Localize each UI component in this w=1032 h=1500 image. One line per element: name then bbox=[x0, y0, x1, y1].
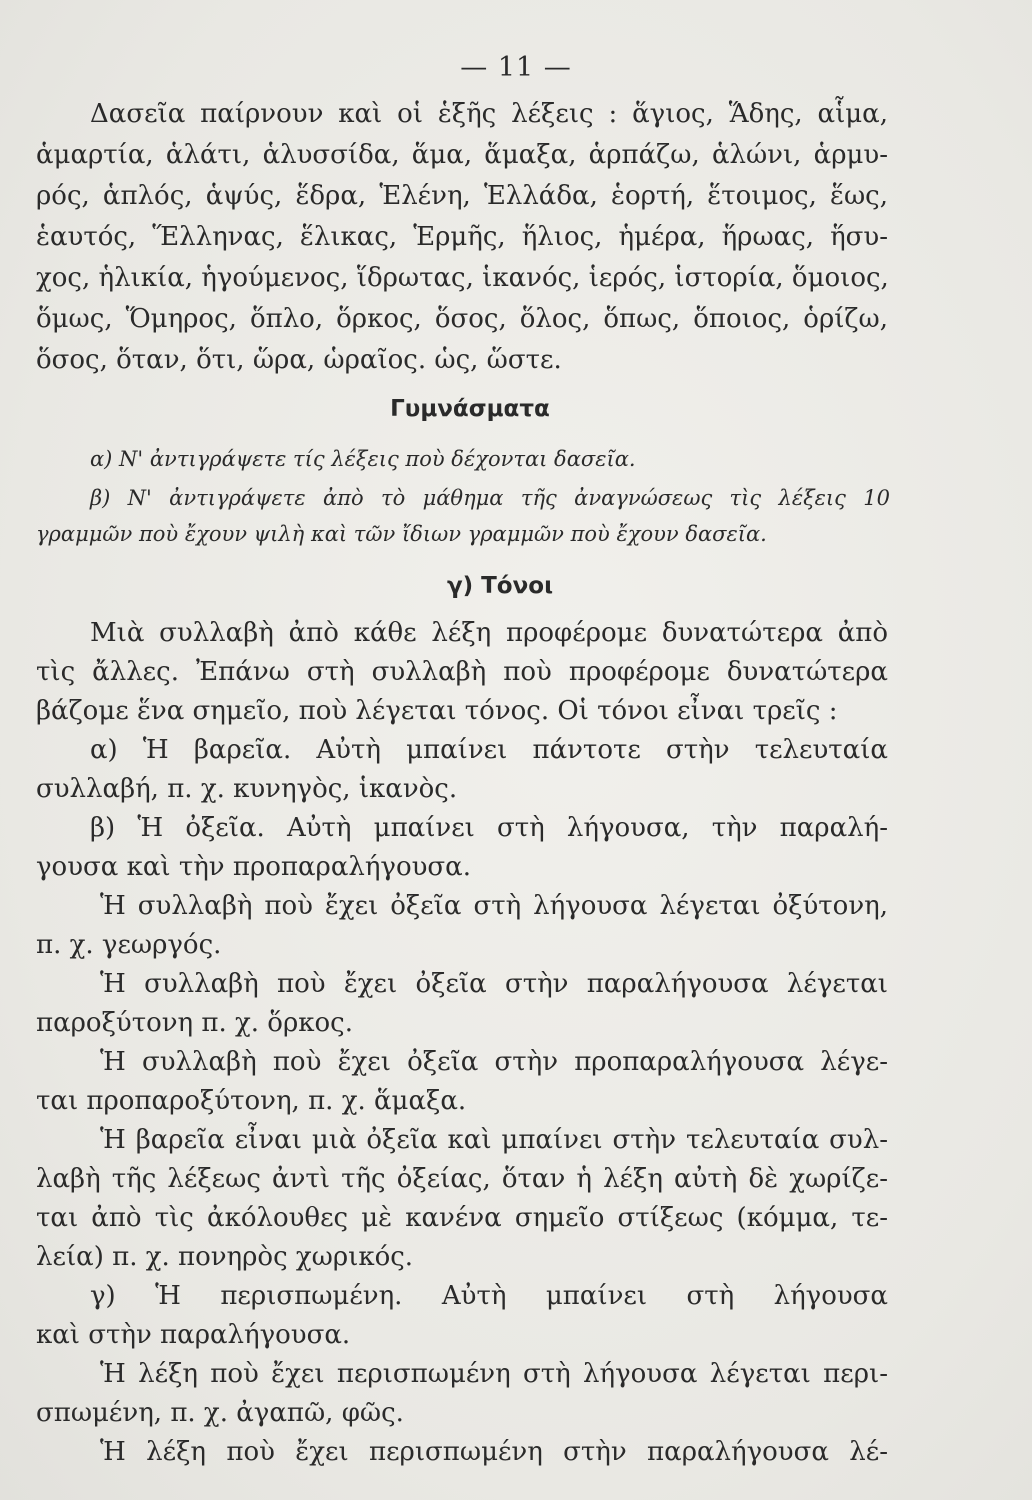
intro-line: ἁμαρτία, ἁλάτι, ἁλυσσίδα, ἅμα, ἅμαξα, ἁρπάζω, ἁλώνι, ἁρμυ- bbox=[36, 140, 888, 170]
intro-line: Δασεῖα παίρνουν καὶ οἱ ἑξῆς λέξεις : ἅγιος, Ἅδης, αἷμα, bbox=[90, 99, 888, 129]
body-line: Ἡ συλλαβὴ ποὺ ἔχει ὀξεῖα στὴν παραλήγουσα λέγεται bbox=[100, 969, 888, 999]
body-line: συλλαβή, π. χ. κυνηγὸς, ἱκανὸς. bbox=[36, 774, 458, 804]
exercise-b-line: γραμμῶν ποὺ ἔχουν ψιλὴ καὶ τῶν ἴδιων γραμμῶν ποὺ ἔχουν δασεῖα. bbox=[36, 522, 767, 546]
body-line: Ἡ συλλαβὴ ποὺ ἔχει ὀξεῖα στὴ λήγουσα λέγεται ὀξύτονη, bbox=[100, 891, 888, 921]
body-line: βάζομε ἕνα σημεῖο, ποὺ λέγεται τόνος. Οἱ τόνοι εἶναι τρεῖς : bbox=[36, 696, 838, 726]
exercise-b-line: β) Ν' ἀντιγράψετε ἀπὸ τὸ μάθημα τῆς ἀναγνώσεως τὶς λέξεις 10 bbox=[90, 486, 890, 510]
body-line: γουσα καὶ τὴν προπαραλήγουσα. bbox=[36, 852, 472, 882]
body-line: λεία) π. χ. πονηρὸς χωρικός. bbox=[36, 1242, 414, 1272]
body-line: α) Ἡ βαρεῖα. Αὐτὴ μπαίνει πάντοτε στὴν τελευταία bbox=[90, 735, 888, 765]
section-heading: γ) Τόνοι bbox=[446, 573, 554, 599]
body-line: λαβὴ τῆς λέξεως ἀντὶ τῆς ὀξείας, ὅταν ἡ λέξη αὐτὴ δὲ χωρίζε- bbox=[36, 1164, 888, 1194]
body-line: π. χ. γεωργός. bbox=[36, 930, 222, 960]
body-line: Μιὰ συλλαβὴ ἀπὸ κάθε λέξη προφέρομε δυνατώτερα ἀπὸ bbox=[90, 618, 888, 648]
body-line: Ἡ λέξη ποὺ ἔχει περισπωμένη στὴ λήγουσα λέγεται περι- bbox=[100, 1359, 888, 1389]
body-line: γ) Ἡ περισπωμένη. Αὐτὴ μπαίνει στὴ λήγουσα bbox=[90, 1281, 888, 1311]
body-line: τὶς ἄλλες. Ἐπάνω στὴ συλλαβὴ ποὺ προφέρομε δυνατώτερα bbox=[36, 657, 888, 687]
intro-line: ρός, ἁπλός, ἁψύς, ἕδρα, Ἑλένη, Ἑλλάδα, ἑορτή, ἕτοιμος, ἕως, bbox=[36, 181, 888, 211]
body-line: Ἡ βαρεῖα εἶναι μιὰ ὀξεῖα καὶ μπαίνει στὴν τελευταία συλ- bbox=[100, 1125, 888, 1155]
body-line: παροξύτονη π. χ. ὅρκος. bbox=[36, 1008, 353, 1038]
intro-line: χος, ἡλικία, ἡγούμενος, ἵδρωτας, ἱκανός, ἱερός, ἱστορία, ὅμοιος, bbox=[36, 263, 889, 293]
body-line: καὶ στὴν παραλήγουσα. bbox=[36, 1320, 351, 1350]
intro-line: ὅσος, ὅταν, ὅτι, ὥρα, ὡραῖος. ὡς, ὥστε. bbox=[36, 345, 562, 375]
body-line: β) Ἡ ὀξεῖα. Αὐτὴ μπαίνει στὴ λήγουσα, τὴν παραλή- bbox=[90, 813, 888, 843]
exercises-heading: Γυμνάσματα bbox=[390, 396, 550, 422]
body-line: ται ἀπὸ τὶς ἀκόλουθες μὲ κανένα σημεῖο στίξεως (κόμμα, τε- bbox=[36, 1203, 888, 1233]
intro-line: ὅμως, Ὅμηρος, ὅπλο, ὅρκος, ὅσος, ὅλος, ὅπως, ὅποιος, ὁρίζω, bbox=[36, 304, 888, 334]
exercise-a: α) Ν' ἀντιγράψετε τίς λέξεις ποὺ δέχονται δασεῖα. bbox=[90, 447, 636, 471]
body-line: ται προπαροξύτονη, π. χ. ἅμαξα. bbox=[36, 1086, 467, 1116]
body-line: Ἡ συλλαβὴ ποὺ ἔχει ὀξεῖα στὴν προπαραλήγουσα λέγε- bbox=[100, 1047, 888, 1077]
intro-line: ἑαυτός, Ἕλληνας, ἕλικας, Ἑρμῆς, ἥλιος, ἡμέρα, ἥρωας, ἥσυ- bbox=[36, 222, 888, 252]
body-line: σπωμένη, π. χ. ἀγαπῶ, φῶς. bbox=[36, 1398, 404, 1428]
page-number: — 11 — bbox=[460, 52, 572, 83]
body-line: Ἡ λέξη ποὺ ἔχει περισπωμένη στὴν παραλήγουσα λέ- bbox=[100, 1437, 888, 1467]
